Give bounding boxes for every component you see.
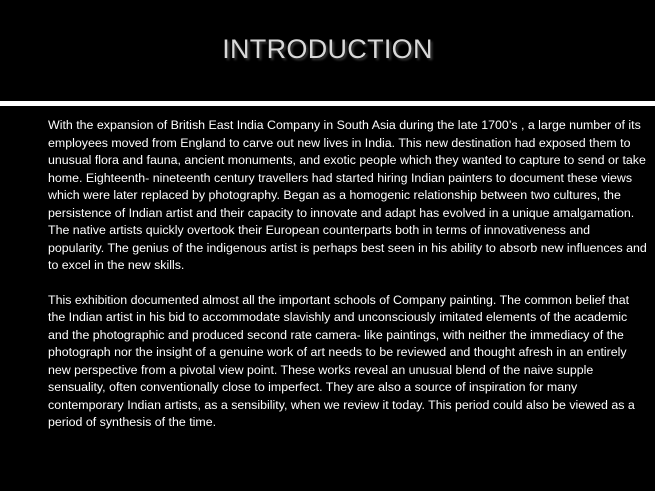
slide-title: INTRODUCTION xyxy=(222,34,433,64)
slide-body xyxy=(48,117,648,449)
paragraph-1: With the expansion of British East India Company in South Asia during the late 1700’s , a large number of its employees moved from England to carve out new lives in India. This new destination had exposed them to unusual flora and fauna, ancient monuments, and exotic people which they wanted to capture to send or take home. Eighteenth- nineteenth century travellers had started hiring Indian painters to document these views which were later replaced by photography. Began as a homogenic relationship between two cultures, the persistence of Indian artist and their capacity to innovate and adapt has evolved in a unique amalgamation. The native artists quickly overtook their European counterparts both in terms of innovativeness and popularity. The genius of the indigenous artist is perhaps best seen in his ability to absorb new influences and to excel in the new skills. xyxy=(48,118,647,272)
paragraph-2: This exhibition documented almost all the important schools of Company painting. The common belief that the Indian artist in his bid to accommodate slavishly and unconsciously imitated elements of the academic and the photographic and produced second rate camera- like paintings, with neither the immediacy of the photograph nor the insight of a genuine work of art needs to be reviewed and thought afresh in an entirely new perspective from a pivotal view point. These works reveal an unusual blend of the naive supple sensuality, often conventionally close to imperfect. They are also a source of inspiration for many contemporary Indian artists, as a sensibility, when we review it today. This period could also be viewed as a period of synthesis of the time. xyxy=(48,292,635,429)
title-divider xyxy=(0,101,655,106)
